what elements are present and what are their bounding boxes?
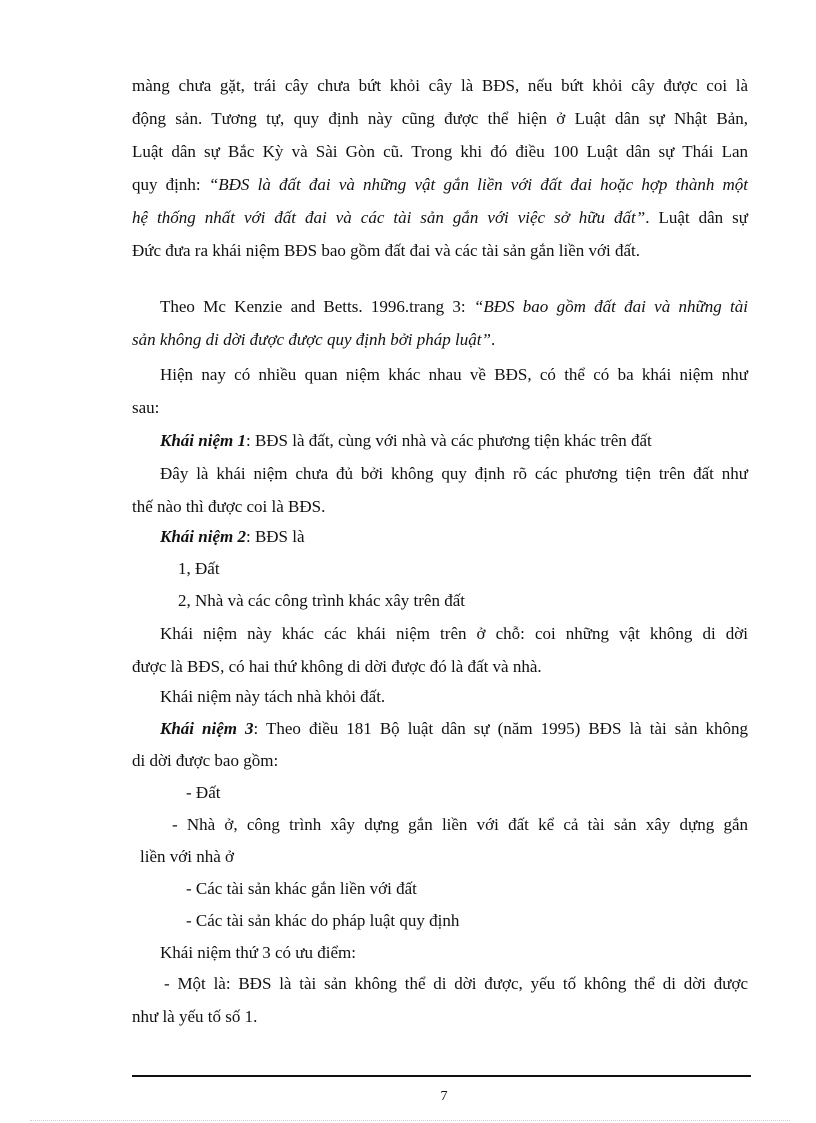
page-number: 7: [440, 1089, 448, 1104]
paragraph-2-line-1: Theo Mc Kenzie and Betts. 1996.trang 3: “BĐS bao gồm đất đai và những tài: [160, 297, 749, 316]
concept-2-label: Khái niệm 2: [160, 527, 246, 546]
concept-2-note-2: Khái niệm này tách nhà khỏi đất.: [160, 687, 386, 706]
concept-1: Khái niệm 1: BĐS là đất, cùng với nhà và các phương tiện khác trên đất: [160, 431, 652, 450]
page-edge-dotted-line: [30, 1120, 790, 1121]
concept-3-item-4: - Các tài sản khác do pháp luật quy định: [186, 911, 460, 930]
concept-1-note-line-1: Đây là khái niệm chưa đủ bởi không quy định rõ các phương tiện trên đất như: [160, 464, 748, 483]
paragraph-1-line-3: Luật dân sự Bắc Kỳ và Sài Gòn cũ. Trong khi đó điều 100 Luật dân sự Thái Lan: [132, 142, 748, 161]
quote-thai-law-part-2: hệ thống nhất với đất đai và các tài sản gắn với việc sở hữu đất”: [132, 208, 646, 227]
concept-3-advantages: Khái niệm thứ 3 có ưu điểm:: [160, 943, 356, 962]
concept-3-item-3: - Các tài sản khác gắn liền với đất: [186, 879, 417, 898]
concept-3-item-2-line-2: liền với nhà ở: [140, 847, 234, 866]
concept-2-item-2: 2, Nhà và các công trình khác xây trên đất: [178, 591, 465, 610]
paragraph-3-line-1: Hiện nay có nhiều quan niệm khác nhau về BĐS, có thể có ba khái niệm như: [160, 365, 748, 384]
concept-2-note-line-2: được là BĐS, có hai thứ không di dời được đó là đất và nhà.: [132, 657, 542, 676]
concept-3-line-1: Khái niệm 3: Theo điều 181 Bộ luật dân sự (năm 1995) BĐS là tài sản không: [160, 719, 748, 738]
concept-3-label: Khái niệm 3: [160, 719, 254, 738]
paragraph-1-line-6: Đức đưa ra khái niệm BĐS bao gồm đất đai và các tài sản gắn liền với đất.: [132, 241, 640, 260]
paragraph-1-line-2: động sản. Tương tự, quy định này cũng được thể hiện ở Luật dân sự Nhật Bản,: [132, 109, 748, 128]
concept-1-note-line-2: thế nào thì được coi là BĐS.: [132, 497, 326, 516]
concept-3-line-2: di dời được bao gồm:: [132, 751, 279, 770]
concept-2: Khái niệm 2: BĐS là: [160, 527, 305, 546]
paragraph-3-line-2: sau:: [132, 398, 160, 417]
concept-3-item-1: - Đất: [186, 783, 221, 802]
footer-rule: [132, 1075, 751, 1077]
quote-mckenzie-part-1: “BĐS bao gồm đất đai và những tài: [473, 297, 749, 316]
concept-2-note-line-1: Khái niệm này khác các khái niệm trên ở chỗ: coi những vật không di dời: [160, 624, 748, 643]
concept-3-item-2-line-1: - Nhà ở, công trình xây dựng gắn liền với đất kể cả tài sản xây dựng gắn: [172, 815, 748, 834]
concept-3-advantage-1-line-1: - Một là: BĐS là tài sản không thể di dời được, yếu tố không thể di dời được: [164, 974, 748, 993]
concept-1-label: Khái niệm 1: [160, 431, 246, 450]
paragraph-2-line-2: sản không di dời được được quy định bởi pháp luật”.: [132, 330, 496, 349]
concept-2-item-1: 1, Đất: [178, 559, 220, 578]
paragraph-1-line-5: hệ thống nhất với đất đai và các tài sản gắn với việc sở hữu đất”. Luật dân sự: [132, 208, 748, 227]
paragraph-1-line-4: quy định: “BĐS là đất đai và những vật gắn liền với đất đai hoặc hợp thành một: [132, 175, 748, 194]
concept-3-advantage-1-line-2: như là yếu tố số 1.: [132, 1007, 258, 1026]
quote-thai-law-part-1: “BĐS là đất đai và những vật gắn liền với đất đai hoặc hợp thành một: [208, 175, 748, 194]
paragraph-1-line-1: màng chưa gặt, trái cây chưa bứt khỏi cây là BĐS, nếu bứt khỏi cây được coi là: [132, 76, 748, 95]
quote-mckenzie-part-2: sản không di dời được được quy định bởi pháp luật”: [132, 330, 491, 349]
